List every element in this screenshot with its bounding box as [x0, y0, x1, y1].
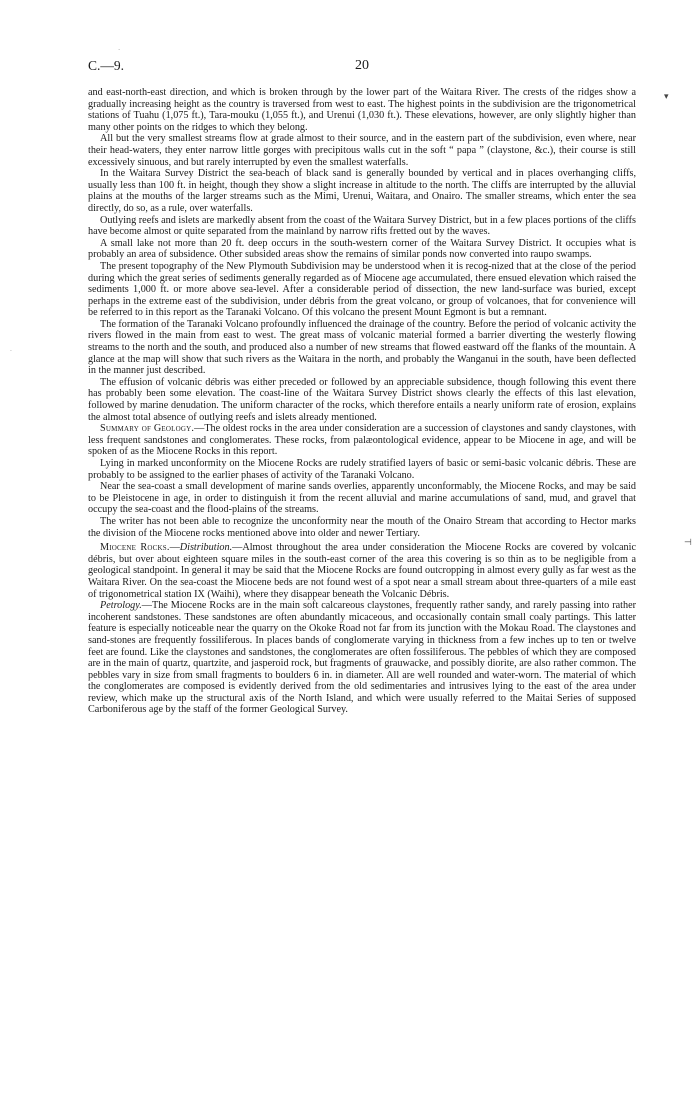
paragraph-14-text: —The Miocene Rocks are in the main soft calcareous claystones, frequently rather sandy, and rarely passing into rather incoherent sandstones. These sandstones are often abundantly micaceous, and occasionally contain small coaly partings. This latter feature is especially noticeable near the quarry on the Okoke Road not far from its junction with the Mokau Road. The claystones and sand-stones are frequently fossiliferous. In places bands of conglomerate varying in thickness from a few inches up to ten or twelve feet are found. Like the claystones and sandstones, the conglomerates are often fossiliferous. The pebbles of which they are composed are in the main of quartz, quartzite, and jasperoid rock, but fragments of grauwacke, and possibly diorite, are also rather common. The pebbles vary in size from small fragments to boulders 6 in. in diameter. All are well rounded and water-worn. The material of which the conglomerates are composed is evidently derived from the old sedimentaries and intrusives lying to the east of the area under review, which make up the structural axis of the North Island, and which were usually referred to the Maitai Series of supposed Carboniferous age by the staff of the former Geological Survey.	[88, 600, 636, 716]
paragraph-13-text: —Almost throughout the area under consideration the Miocene Rocks are covered by volcanic débris, but over about eighteen square miles in the south-east corner of the area this covering is so thin as to be negligible from a geological standpoint. In general it may be said that the Miocene Rocks are found outcropping in almost every gully as far west as the Waitara River. On the sea-coast the Miocene beds are not found west of a spot near a small stream about three-quarters of a mile east of trigonometrical station IX (Waihi), where they disappear beneath the Volcanic Débris.	[88, 542, 636, 600]
paragraph-summary-of-geology	[88, 423, 636, 458]
subheading-petrology: Petrology.	[100, 600, 142, 612]
subheading-distribution: Distribution.	[179, 542, 233, 554]
paragraph-12: The writer has not been able to recognize the unconformity near the mouth of the Onairo Stream that according to Hector marks the division of the Miocene rocks mentioned above into older and newer Tertiary.	[88, 515, 636, 539]
paragraph-11: Near the sea-coast a small development of marine sands overlies, apparently unconformably, the Miocene Rocks, and may be said to be Pleistocene in age, in order to distinguish it from the recent alluvial and marine accumulations of sand, mud, and gravel that occupy the sea-coast and the flood-plains of the streams.	[88, 481, 636, 516]
paragraph-2: All but the very smallest streams flow at grade almost to their source, and in the eastern part of the subdivision, even where, near their head-waters, they enter narrow little gorges with precipitous walls cut in the soft “ papa ” (claystone, &c.), their course is still excessively sinuous, and but rarely interrupted by even the smallest waterfalls.	[88, 133, 636, 168]
margin-bracket-icon: ⊣	[684, 538, 692, 548]
body-text	[88, 87, 636, 716]
paragraph-3: In the Waitara Survey District the sea-beach of black sand is generally bounded by vertical and in places overhanging cliffs, usually less than 100 ft. in height, though they show a slight increase in altitude to the north. The cliffs are interrupted by the alluvial plains at the mouths of the larger streams such as the Mimi, Urenui, Waitara, and Onairo. The smaller streams, which enter the sea directly, do so, as a rule, over waterfalls.	[88, 168, 636, 214]
section-dash: —	[169, 542, 180, 554]
page-number: 20	[355, 58, 369, 73]
page-header	[88, 58, 636, 78]
paragraph-miocene-rocks	[88, 542, 636, 600]
paragraph-7: The formation of the Taranaki Volcano profoundly influenced the drainage of the country. Before the period of volcanic activity the rivers flowed in the main from east to west. The great mass of volcanic material formed a barrier diverting the westerly flowing streams to the north and the south, and produced also a number of new streams that flowed eastward off the flanks of the mountain. A glance at the map will show that such rivers as the Waitara in the north, and probably the Wanganui in the south, have been deflected in the manner just described.	[88, 318, 636, 377]
section-heading-summary: Summary of Geology.	[100, 423, 195, 435]
paragraph-6: The present topography of the New Plymouth Subdivision may be understood when it is recog-nized that at the close of the period during which the great series of sediments generally regarded as of Miocene age accumulated, there ensued elevation which raised the sediments 1,000 ft. or more above sea-level. After a considerable period of dissection, the new land-surface was buried, except perhaps in the extreme east of the subdivision, under débris from the great volcano, or group of volcanoes, that for convenience will be referred to in this report as the Taranaki Volcano. Of this volcano the present Mount Egmont is but a remnant.	[88, 260, 636, 319]
section-heading-miocene: Miocene Rocks.	[100, 542, 170, 554]
margin-dot: ·	[10, 348, 12, 355]
paragraph-10: Lying in marked unconformity on the Miocene Rocks are rudely stratified layers of basic or semi-basic volcanic débris. These are probably to be assigned to the earlier phases of activity of the Taranaki Volcano.	[88, 458, 636, 481]
margin-arrow-icon: ▾	[664, 92, 669, 102]
paragraph-8: The effusion of volcanic débris was either preceded or followed by an appreciable subsidence, though following this event there has probably been some elevation. The coast-line of the Waitara Survey District shows clearly the effects of this last elevation, followed by marine denudation. The uniform character of the rocks, which therefore entails a nearly uniform rate of erosion, explains the almost total absence of outlying reefs and islets already mentioned.	[88, 376, 636, 423]
paragraph-4: Outlying reefs and islets are markedly absent from the coast of the Waitara Survey District, but in a few places portions of the cliffs have become almost or quite separated from the mainland by narrow rifts fretted out by the waves.	[88, 214, 636, 238]
paragraph-5: A small lake not more than 20 ft. deep occurs in the south-western corner of the Waitara Survey District. It occupies what is probably an area of subsidence. Other subsided areas show the remains of similar ponds now converted into raupo swamps.	[88, 237, 636, 261]
paragraph-petrology	[88, 600, 636, 716]
paragraph-1: and east-north-east direction, and which is broken through by the lower part of the Waitara River. The crests of the ridges show a gradually increasing height as the country is traversed from west to east. The highest points in the subdivision are the trigonometrical stations of Tuahu (1,075 ft.), Tara-mouku (1,055 ft.), and Urenui (1,030 ft.). These elevations, however, are only slightly higher than many other points on the ridges to which they belong.	[88, 87, 636, 133]
margin-speck: ·	[118, 46, 121, 54]
paragraph-9-text: —The oldest rocks in the area under consideration are a succession of claystones and sandy claystones, with less frequent sandstones and conglomerates. These rocks, from palæontological evidence, appear to be Miocene in age, and will be spoken of as the Miocene Rocks in this report.	[88, 423, 636, 458]
document-reference: C.—9.	[88, 58, 125, 73]
